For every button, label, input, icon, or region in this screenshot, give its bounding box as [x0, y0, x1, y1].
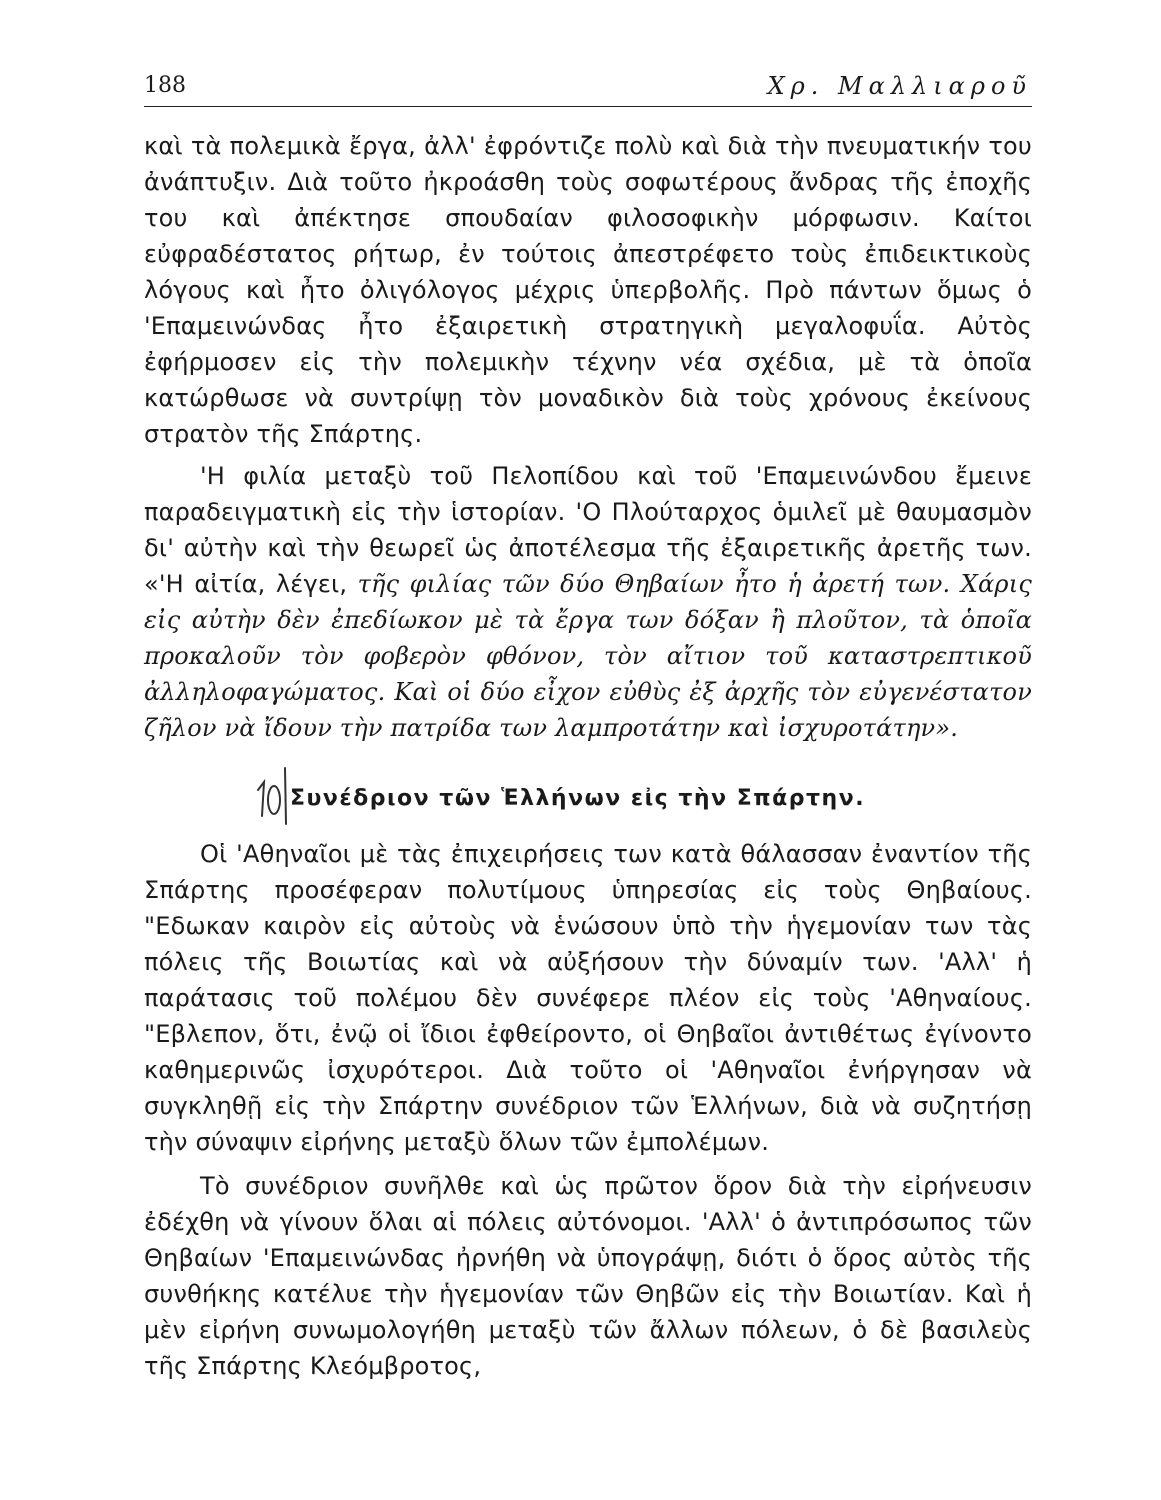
running-head: Χρ. Μαλλιαροῦ — [767, 72, 1032, 100]
paragraph-congress: Τὸ συνέδριον συνῆλθε καὶ ὡς πρῶτον ὅρον διὰ τὴν εἰρήνευσιν ἐδέχθη νὰ γίνουν ὅλαι αἱ πόλεις αὐτόνομοι. 'Αλλ' ὁ ἀντιπρόσωπος τῶν Θηβαίων 'Επαμεινώνδας ἠρνήθη νὰ ὑπογράψῃ, διότι ὁ ὅρος αὐτὸς τῆς συνθήκης κατέλυε τὴν ἡγεμονίαν τῶν Θηβῶν εἰς τὴν Βοιωτίαν. Καὶ ἡ μὲν εἰρήνη συνωμολογήθη μεταξὺ τῶν ἄλλων πόλεων, ὁ δὲ βασιλεὺς τῆς Σπάρτης Κλεόμβροτος, — [144, 1172, 1032, 1380]
paragraph-epameinondas: καὶ τὰ πολεμικὰ ἔργα, ἀλλ' ἐφρόντιζε πολὺ καὶ διὰ τὴν πνευματικήν του ἀνάπτυξιν. Διὰ τοῦτο ἠκροάσθη τοὺς σοφωτέρους ἄνδρας τῆς ἐποχῆς του καὶ ἀπέκτησε σπουδαίαν φιλοσοφικὴν μόρφωσιν. Καίτοι εὐφραδέστατος ρήτωρ, ἐν τούτοις ἀπεστρέφετο τοὺς ἐπιδεικτικοὺς λόγους καὶ ἦτο ὀλιγόλογος μέχρις ὑπερβολῆς. Πρὸ πάντων ὅμως ὁ 'Επαμεινώνδας ἦτο ἐξαιρετικὴ στρατηγικὴ μεγαλοφυΐα. Αὐτὸς ἐφήρμοσεν εἰς τὴν πολεμικὴν τέχνην νέα σχέδια, μὲ τὰ ὁποῖα κατώρθωσε νὰ συντρίψῃ τὸν μοναδικὸν διὰ τοὺς χρόνους ἐκείνους στρατὸν τῆς Σπάρτης. — [144, 132, 1032, 448]
paragraph-athenians: Οἱ 'Αθηναῖοι μὲ τὰς ἐπιχειρήσεις των κατὰ θάλασσαν ἐναντίον τῆς Σπάρτης προσέφεραν πολυτίμους ὑπηρεσίας εἰς τοὺς Θηβαίους. "Εδωκαν καιρὸν εἰς αὐτοὺς νὰ ἑνώσουν ὑπὸ τὴν ἡγεμονίαν των τὰς πόλεις τῆς Βοιωτίας καὶ νὰ αὐξήσουν τὴν δύναμίν των. 'Αλλ' ἡ παράτασις τοῦ πολέμου δὲν συνέφερε πλέον εἰς τοὺς 'Αθηναίους. "Εβλεπον, ὅτι, ἐνῷ οἱ ἴδιοι ἐφθείροντο, οἱ Θηβαῖοι ἀντιθέτως ἐγίνοντο καθημερινῶς ἰσχυρότεροι. Διὰ τοῦτο οἱ 'Αθηναῖοι ἐνήργησαν νὰ συγκληθῇ εἰς τὴν Σπάρτην συνέδριον τῶν Ἑλλήνων, διὰ νὰ συζητήσῃ τὴν σύναψιν εἰρήνης μεταξὺ ὅλων τῶν ἐμπολέμων. — [144, 840, 1032, 1156]
handwritten-margin-note — [252, 764, 292, 828]
page-header — [144, 70, 1032, 106]
section-title: Συνέδριον τῶν Ἑλλήνων εἰς τὴν Σπάρτην. — [290, 786, 866, 811]
friendship-verb: λέγει, — [265, 570, 358, 598]
header-rule — [144, 106, 1032, 107]
page-number: 188 — [144, 73, 186, 98]
friendship-intro: 'Η φιλία μεταξὺ τοῦ Πελοπίδου καὶ τοῦ 'Επαμεινώνδου ἔμεινε παραδειγματικὴ εἰς τὴν ἱστορίαν. 'Ο Πλούταρχος ὁμιλεῖ μὲ θαυμασμὸν δι' αὐτὴν καὶ τὴν θεωρεῖ ὡς ἀποτέλεσμα τῆς ἐξαιρετικῆς ἀρετῆς των. «'Η αἰτία, — [144, 462, 1032, 598]
section-heading — [144, 776, 1032, 828]
plutarch-quote: τῆς φιλίας τῶν δύο Θηβαίων ἦτο ἡ ἀρετή των. Χάρις εἰς αὐτὴν δὲν ἐπεδίωκον μὲ τὰ ἔργα των δόξαν ἢ πλοῦτον, τὰ ὁποῖα προκαλοῦν τὸν φοβερὸν φθόνον, τὸν αἴτιον τοῦ καταστρεπτικοῦ ἀλληλοφαγώματος. Καὶ οἱ δύο εἶχον εὐθὺς ἐξ ἀρχῆς τὸν εὐγενέστατον ζῆλον νὰ ἴδουν τὴν πατρίδα των λαμπροτάτην καὶ ἰσχυροτάτην». — [144, 570, 1032, 742]
paragraph-friendship — [144, 458, 1032, 746]
body-text — [144, 128, 1032, 1384]
